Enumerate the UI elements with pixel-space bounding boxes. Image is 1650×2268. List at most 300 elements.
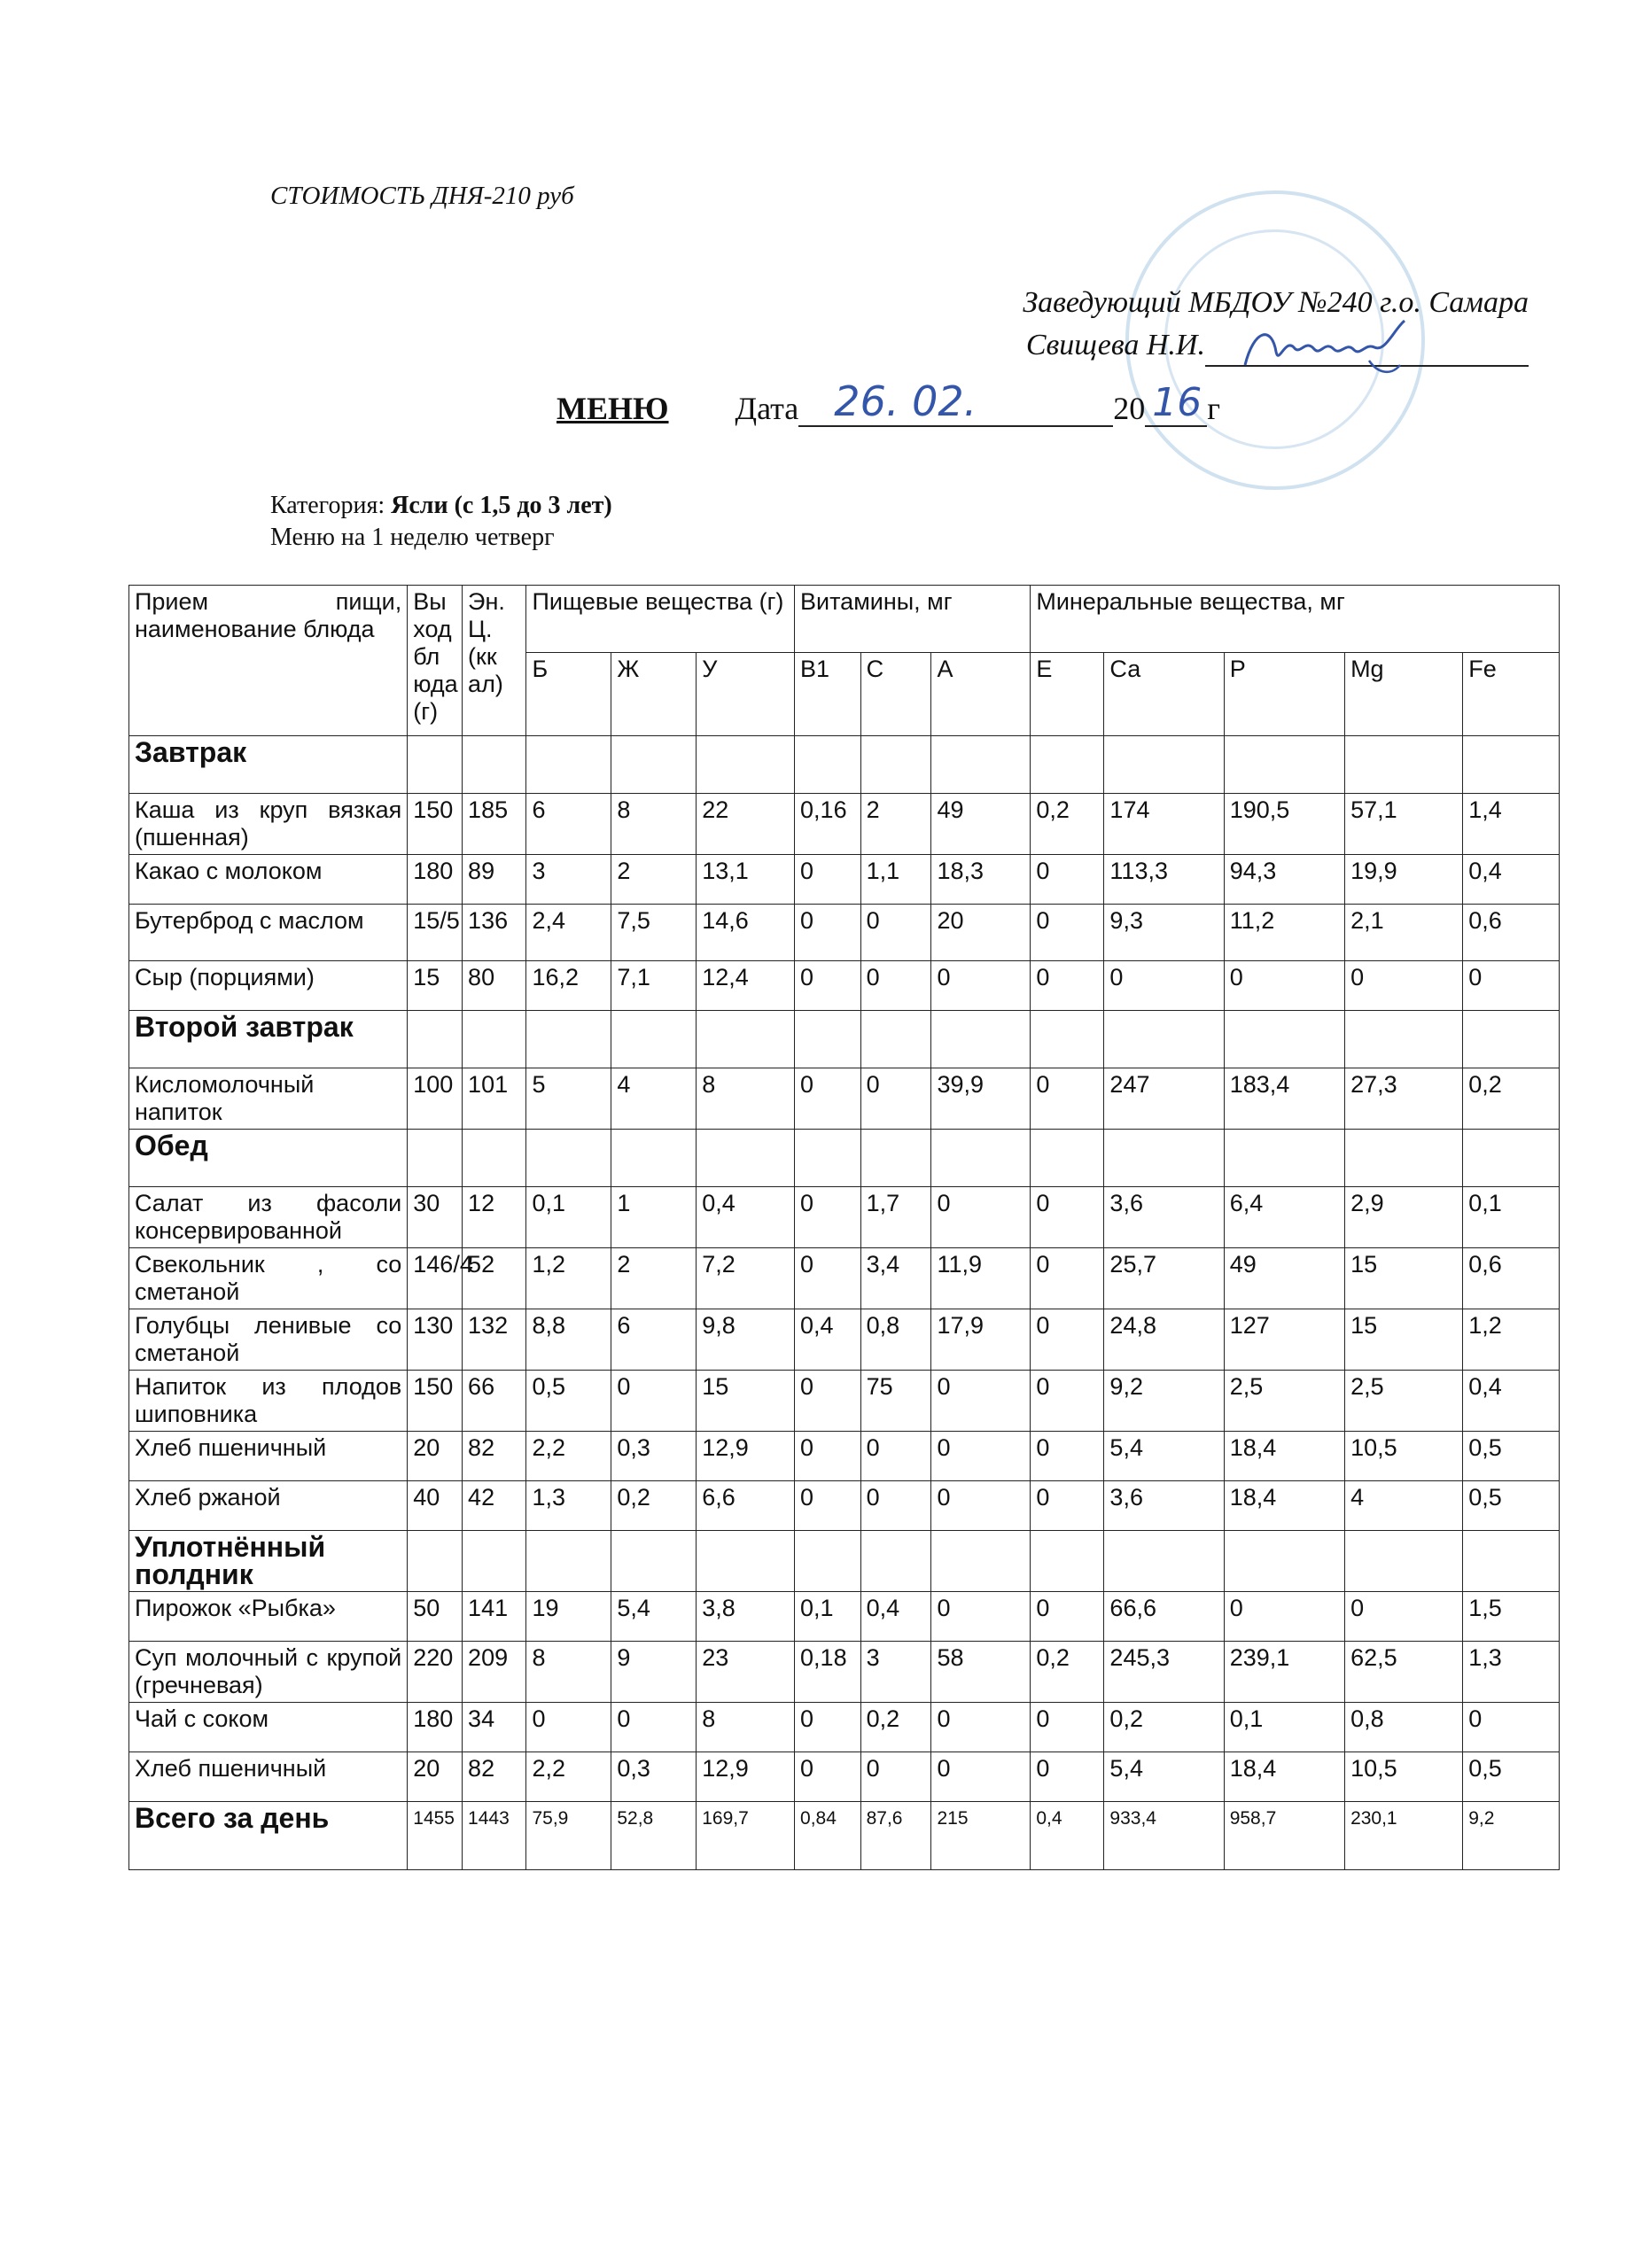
director-name: Свищева Н.И. xyxy=(1025,329,1205,361)
value-cell: 209 xyxy=(463,1642,526,1703)
value-cell: 0,1 xyxy=(795,1592,861,1642)
dish-name: Хлеб пшеничный xyxy=(129,1752,408,1802)
value-cell: 0,4 xyxy=(1463,1371,1560,1432)
day-cost: СТОИМОСТЬ ДНЯ-210 руб xyxy=(270,182,574,210)
table-row xyxy=(129,1371,1560,1432)
value-cell: 0 xyxy=(931,1432,1031,1481)
value-cell: 20 xyxy=(408,1752,463,1802)
value-cell: 3,8 xyxy=(697,1592,795,1642)
empty-cell xyxy=(526,1531,611,1592)
value-cell: 18,4 xyxy=(1224,1432,1344,1481)
value-cell: 0 xyxy=(860,1752,931,1802)
header-mg: Mg xyxy=(1345,653,1463,736)
value-cell: 0 xyxy=(931,1371,1031,1432)
signature xyxy=(1236,312,1413,383)
header-e: Е xyxy=(1031,653,1104,736)
empty-cell xyxy=(931,1011,1031,1068)
value-cell: 0 xyxy=(1463,1703,1560,1752)
value-cell: 0 xyxy=(1345,1592,1463,1642)
value-cell: 0,5 xyxy=(1463,1752,1560,1802)
section-row xyxy=(129,736,1560,794)
week-line: Меню на 1 неделю четверг xyxy=(270,524,555,551)
value-cell: 1,1 xyxy=(860,855,931,905)
value-cell: 150 xyxy=(408,794,463,855)
total-cell: 215 xyxy=(931,1802,1031,1870)
table-row xyxy=(129,905,1560,961)
value-cell: 3,6 xyxy=(1104,1481,1224,1531)
value-cell: 0,2 xyxy=(1104,1703,1224,1752)
value-cell: 0,4 xyxy=(860,1592,931,1642)
value-cell: 9,2 xyxy=(1104,1371,1224,1432)
value-cell: 0 xyxy=(1104,961,1224,1011)
table-row xyxy=(129,1592,1560,1642)
dish-name: Чай с соком xyxy=(129,1703,408,1752)
value-cell: 52 xyxy=(463,1248,526,1309)
empty-cell xyxy=(611,1130,697,1187)
value-cell: 0 xyxy=(1224,1592,1344,1642)
value-cell: 8 xyxy=(526,1642,611,1703)
value-cell: 2,9 xyxy=(1345,1187,1463,1248)
value-cell: 12,9 xyxy=(697,1752,795,1802)
value-cell: 0 xyxy=(795,1187,861,1248)
value-cell: 23 xyxy=(697,1642,795,1703)
value-cell: 150 xyxy=(408,1371,463,1432)
value-cell: 10,5 xyxy=(1345,1432,1463,1481)
value-cell: 0 xyxy=(611,1703,697,1752)
header-protein: Б xyxy=(526,653,611,736)
value-cell: 0 xyxy=(860,1068,931,1130)
value-cell: 0 xyxy=(611,1371,697,1432)
header-fat: Ж xyxy=(611,653,697,736)
value-cell: 2 xyxy=(611,1248,697,1309)
value-cell: 6 xyxy=(526,794,611,855)
section-row xyxy=(129,1011,1560,1068)
table-row xyxy=(129,1752,1560,1802)
dish-name: Хлеб ржаной xyxy=(129,1481,408,1531)
value-cell: 0 xyxy=(1031,1309,1104,1371)
section-title: Второй завтрак xyxy=(129,1011,408,1068)
total-cell: 0,4 xyxy=(1031,1802,1104,1870)
value-cell: 58 xyxy=(931,1642,1031,1703)
value-cell: 75 xyxy=(860,1371,931,1432)
value-cell: 180 xyxy=(408,855,463,905)
value-cell: 0,5 xyxy=(526,1371,611,1432)
value-cell: 127 xyxy=(1224,1309,1344,1371)
value-cell: 1,2 xyxy=(526,1248,611,1309)
value-cell: 14,6 xyxy=(697,905,795,961)
value-cell: 50 xyxy=(408,1592,463,1642)
header-meal: Прием пищи, наименование блюда xyxy=(129,586,408,736)
value-cell: 4 xyxy=(1345,1481,1463,1531)
total-cell: 1455 xyxy=(408,1802,463,1870)
section-title: Завтрак xyxy=(129,736,408,794)
value-cell: 6,6 xyxy=(697,1481,795,1531)
empty-cell xyxy=(1031,736,1104,794)
value-cell: 2,2 xyxy=(526,1752,611,1802)
empty-cell xyxy=(931,736,1031,794)
value-cell: 9,3 xyxy=(1104,905,1224,961)
category-value: Ясли (с 1,5 до 3 лет) xyxy=(391,492,612,519)
value-cell: 89 xyxy=(463,855,526,905)
value-cell: 2 xyxy=(860,794,931,855)
empty-cell xyxy=(697,1531,795,1592)
total-cell: 87,6 xyxy=(860,1802,931,1870)
value-cell: 0 xyxy=(1031,1592,1104,1642)
value-cell: 0,8 xyxy=(1345,1703,1463,1752)
value-cell: 0,4 xyxy=(795,1309,861,1371)
year-prefix: 20 xyxy=(1113,391,1146,426)
empty-cell xyxy=(795,1130,861,1187)
value-cell: 19,9 xyxy=(1345,855,1463,905)
empty-cell xyxy=(408,1011,463,1068)
date-value: 26. 02. xyxy=(834,377,977,425)
header-a: А xyxy=(931,653,1031,736)
value-cell: 49 xyxy=(1224,1248,1344,1309)
dish-name: Какао с молоком xyxy=(129,855,408,905)
value-cell: 0,3 xyxy=(611,1752,697,1802)
empty-cell xyxy=(1463,1011,1560,1068)
value-cell: 12,9 xyxy=(697,1432,795,1481)
value-cell: 8 xyxy=(697,1703,795,1752)
value-cell: 82 xyxy=(463,1752,526,1802)
year-suffix: г xyxy=(1207,391,1221,426)
empty-cell xyxy=(1345,1011,1463,1068)
table-row xyxy=(129,961,1560,1011)
value-cell: 6 xyxy=(611,1309,697,1371)
empty-cell xyxy=(463,1130,526,1187)
value-cell: 30 xyxy=(408,1187,463,1248)
total-cell: 52,8 xyxy=(611,1802,697,1870)
value-cell: 1,4 xyxy=(1463,794,1560,855)
empty-cell xyxy=(860,736,931,794)
value-cell: 12 xyxy=(463,1187,526,1248)
value-cell: 245,3 xyxy=(1104,1642,1224,1703)
empty-cell xyxy=(1463,1531,1560,1592)
value-cell: 239,1 xyxy=(1224,1642,1344,1703)
empty-cell xyxy=(463,736,526,794)
value-cell: 146/4 xyxy=(408,1248,463,1309)
value-cell: 62,5 xyxy=(1345,1642,1463,1703)
empty-cell xyxy=(1345,1531,1463,1592)
value-cell: 132 xyxy=(463,1309,526,1371)
year-value: 16 xyxy=(1152,380,1202,425)
value-cell: 0,2 xyxy=(611,1481,697,1531)
value-cell: 0 xyxy=(1224,961,1344,1011)
section-row xyxy=(129,1531,1560,1592)
empty-cell xyxy=(1031,1011,1104,1068)
value-cell: 5 xyxy=(526,1068,611,1130)
empty-cell xyxy=(526,1011,611,1068)
value-cell: 0 xyxy=(1463,961,1560,1011)
value-cell: 94,3 xyxy=(1224,855,1344,905)
value-cell: 66,6 xyxy=(1104,1592,1224,1642)
value-cell: 2 xyxy=(611,855,697,905)
year-field xyxy=(1145,380,1207,427)
value-cell: 247 xyxy=(1104,1068,1224,1130)
header-nutrients: Пищевые вещества (г) xyxy=(526,586,795,653)
header-b1: В1 xyxy=(795,653,861,736)
table-row xyxy=(129,855,1560,905)
value-cell: 34 xyxy=(463,1703,526,1752)
empty-cell xyxy=(1224,1130,1344,1187)
section-title: Обед xyxy=(129,1130,408,1187)
header-carbs: У xyxy=(697,653,795,736)
header-ca: Са xyxy=(1104,653,1224,736)
value-cell: 0,6 xyxy=(1463,1248,1560,1309)
empty-cell xyxy=(1104,1531,1224,1592)
empty-cell xyxy=(611,1531,697,1592)
value-cell: 0 xyxy=(931,1481,1031,1531)
value-cell: 8,8 xyxy=(526,1309,611,1371)
value-cell: 13,1 xyxy=(697,855,795,905)
value-cell: 0,5 xyxy=(1463,1432,1560,1481)
date-field xyxy=(798,377,1113,427)
date-label: Дата xyxy=(735,391,799,426)
empty-cell xyxy=(1463,736,1560,794)
empty-cell xyxy=(1104,1130,1224,1187)
value-cell: 18,4 xyxy=(1224,1481,1344,1531)
value-cell: 0 xyxy=(860,961,931,1011)
empty-cell xyxy=(795,1011,861,1068)
dish-name: Бутерброд с маслом xyxy=(129,905,408,961)
value-cell: 7,5 xyxy=(611,905,697,961)
value-cell: 0 xyxy=(1031,1248,1104,1309)
value-cell: 0 xyxy=(795,855,861,905)
table-row xyxy=(129,1187,1560,1248)
value-cell: 130 xyxy=(408,1309,463,1371)
empty-cell xyxy=(611,1011,697,1068)
value-cell: 0,5 xyxy=(1463,1481,1560,1531)
menu-title: МЕНЮ xyxy=(556,391,669,426)
value-cell: 113,3 xyxy=(1104,855,1224,905)
value-cell: 0 xyxy=(1031,1752,1104,1802)
total-cell: 958,7 xyxy=(1224,1802,1344,1870)
value-cell: 3 xyxy=(526,855,611,905)
empty-cell xyxy=(1224,736,1344,794)
value-cell: 1,3 xyxy=(1463,1642,1560,1703)
total-cell: 169,7 xyxy=(697,1802,795,1870)
value-cell: 2,2 xyxy=(526,1432,611,1481)
value-cell: 1 xyxy=(611,1187,697,1248)
value-cell: 0 xyxy=(526,1703,611,1752)
section-title: Уплотнённый полдник xyxy=(129,1531,408,1592)
value-cell: 1,2 xyxy=(1463,1309,1560,1371)
value-cell: 11,2 xyxy=(1224,905,1344,961)
empty-cell xyxy=(526,736,611,794)
value-cell: 0 xyxy=(795,1481,861,1531)
value-cell: 136 xyxy=(463,905,526,961)
table-row xyxy=(129,1703,1560,1752)
value-cell: 0 xyxy=(931,961,1031,1011)
total-row xyxy=(129,1802,1560,1870)
value-cell: 12,4 xyxy=(697,961,795,1011)
value-cell: 15 xyxy=(697,1371,795,1432)
value-cell: 0 xyxy=(931,1592,1031,1642)
dish-name: Напиток из плодов шиповника xyxy=(129,1371,408,1432)
empty-cell xyxy=(1224,1011,1344,1068)
section-row xyxy=(129,1130,1560,1187)
value-cell: 0,1 xyxy=(526,1187,611,1248)
empty-cell xyxy=(408,736,463,794)
value-cell: 0 xyxy=(795,905,861,961)
value-cell: 4 xyxy=(611,1068,697,1130)
value-cell: 0,16 xyxy=(795,794,861,855)
value-cell: 39,9 xyxy=(931,1068,1031,1130)
value-cell: 15/5 xyxy=(408,905,463,961)
total-cell: 9,2 xyxy=(1463,1802,1560,1870)
value-cell: 0,6 xyxy=(1463,905,1560,961)
dish-name: Хлеб пшеничный xyxy=(129,1432,408,1481)
dish-name: Кисломолочный напиток xyxy=(129,1068,408,1130)
empty-cell xyxy=(697,736,795,794)
empty-cell xyxy=(1224,1531,1344,1592)
value-cell: 0 xyxy=(860,1481,931,1531)
empty-cell xyxy=(1031,1130,1104,1187)
value-cell: 0,8 xyxy=(860,1309,931,1371)
value-cell: 0,2 xyxy=(1463,1068,1560,1130)
value-cell: 24,8 xyxy=(1104,1309,1224,1371)
total-cell: 1443 xyxy=(463,1802,526,1870)
value-cell: 0 xyxy=(1031,905,1104,961)
value-cell: 15 xyxy=(408,961,463,1011)
header-energy: Эн. Ц.(кк ал) xyxy=(463,586,526,736)
value-cell: 2,4 xyxy=(526,905,611,961)
value-cell: 1,5 xyxy=(1463,1592,1560,1642)
value-cell: 185 xyxy=(463,794,526,855)
value-cell: 0 xyxy=(795,1752,861,1802)
value-cell: 0 xyxy=(931,1187,1031,1248)
empty-cell xyxy=(860,1130,931,1187)
value-cell: 141 xyxy=(463,1592,526,1642)
empty-cell xyxy=(526,1130,611,1187)
value-cell: 0,4 xyxy=(697,1187,795,1248)
value-cell: 3,4 xyxy=(860,1248,931,1309)
total-cell: 75,9 xyxy=(526,1802,611,1870)
value-cell: 0,3 xyxy=(611,1432,697,1481)
table-row xyxy=(129,1068,1560,1130)
value-cell: 82 xyxy=(463,1432,526,1481)
table-row xyxy=(129,794,1560,855)
empty-cell xyxy=(931,1531,1031,1592)
value-cell: 6,4 xyxy=(1224,1187,1344,1248)
value-cell: 1,3 xyxy=(526,1481,611,1531)
value-cell: 183,4 xyxy=(1224,1068,1344,1130)
total-cell: 0,84 xyxy=(795,1802,861,1870)
category-label: Категория: xyxy=(270,492,392,519)
value-cell: 0,18 xyxy=(795,1642,861,1703)
value-cell: 0,2 xyxy=(1031,794,1104,855)
table-row xyxy=(129,1642,1560,1703)
value-cell: 19 xyxy=(526,1592,611,1642)
value-cell: 22 xyxy=(697,794,795,855)
value-cell: 66 xyxy=(463,1371,526,1432)
header-fe: Fe xyxy=(1463,653,1560,736)
value-cell: 0 xyxy=(1031,1432,1104,1481)
total-cell: 933,4 xyxy=(1104,1802,1224,1870)
value-cell: 0 xyxy=(795,961,861,1011)
value-cell: 11,9 xyxy=(931,1248,1031,1309)
value-cell: 9 xyxy=(611,1642,697,1703)
empty-cell xyxy=(463,1531,526,1592)
table-row xyxy=(129,1248,1560,1309)
value-cell: 5,4 xyxy=(611,1592,697,1642)
value-cell: 0 xyxy=(795,1432,861,1481)
empty-cell xyxy=(697,1130,795,1187)
value-cell: 220 xyxy=(408,1642,463,1703)
value-cell: 49 xyxy=(931,794,1031,855)
value-cell: 174 xyxy=(1104,794,1224,855)
empty-cell xyxy=(697,1011,795,1068)
value-cell: 18,3 xyxy=(931,855,1031,905)
value-cell: 80 xyxy=(463,961,526,1011)
value-cell: 2,5 xyxy=(1224,1371,1344,1432)
header-p: Р xyxy=(1224,653,1344,736)
value-cell: 3,6 xyxy=(1104,1187,1224,1248)
header-vitamins: Витамины, мг xyxy=(795,586,1031,653)
empty-cell xyxy=(1345,1130,1463,1187)
total-cell: 230,1 xyxy=(1345,1802,1463,1870)
value-cell: 0,1 xyxy=(1224,1703,1344,1752)
value-cell: 1,7 xyxy=(860,1187,931,1248)
value-cell: 42 xyxy=(463,1481,526,1531)
header-c: С xyxy=(860,653,931,736)
category-line xyxy=(270,490,612,522)
value-cell: 0,2 xyxy=(1031,1642,1104,1703)
dish-name: Свекольник , со сметаной xyxy=(129,1248,408,1309)
value-cell: 20 xyxy=(931,905,1031,961)
value-cell: 17,9 xyxy=(931,1309,1031,1371)
value-cell: 18,4 xyxy=(1224,1752,1344,1802)
value-cell: 0,1 xyxy=(1463,1187,1560,1248)
value-cell: 101 xyxy=(463,1068,526,1130)
value-cell: 0 xyxy=(1031,1068,1104,1130)
value-cell: 0 xyxy=(795,1068,861,1130)
table-row xyxy=(129,1481,1560,1531)
value-cell: 0 xyxy=(931,1703,1031,1752)
value-cell: 40 xyxy=(408,1481,463,1531)
empty-cell xyxy=(1104,736,1224,794)
value-cell: 9,8 xyxy=(697,1309,795,1371)
header-minerals: Минеральные вещества, мг xyxy=(1031,586,1560,653)
value-cell: 0 xyxy=(795,1248,861,1309)
empty-cell xyxy=(463,1011,526,1068)
value-cell: 8 xyxy=(697,1068,795,1130)
empty-cell xyxy=(795,1531,861,1592)
value-cell: 0 xyxy=(795,1703,861,1752)
menu-table xyxy=(128,585,1560,1870)
value-cell: 0 xyxy=(1031,1371,1104,1432)
table-row xyxy=(129,1309,1560,1371)
empty-cell xyxy=(1031,1531,1104,1592)
dish-name: Пирожок «Рыбка» xyxy=(129,1592,408,1642)
value-cell: 15 xyxy=(1345,1248,1463,1309)
value-cell: 15 xyxy=(1345,1309,1463,1371)
value-cell: 7,1 xyxy=(611,961,697,1011)
value-cell: 190,5 xyxy=(1224,794,1344,855)
value-cell: 7,2 xyxy=(697,1248,795,1309)
value-cell: 0 xyxy=(860,905,931,961)
empty-cell xyxy=(611,736,697,794)
value-cell: 2,1 xyxy=(1345,905,1463,961)
empty-cell xyxy=(408,1130,463,1187)
dish-name: Голубцы ленивые со сметаной xyxy=(129,1309,408,1371)
value-cell: 100 xyxy=(408,1068,463,1130)
value-cell: 8 xyxy=(611,794,697,855)
value-cell: 3 xyxy=(860,1642,931,1703)
dish-name: Сыр (порциями) xyxy=(129,961,408,1011)
empty-cell xyxy=(1463,1130,1560,1187)
value-cell: 0 xyxy=(1031,1481,1104,1531)
